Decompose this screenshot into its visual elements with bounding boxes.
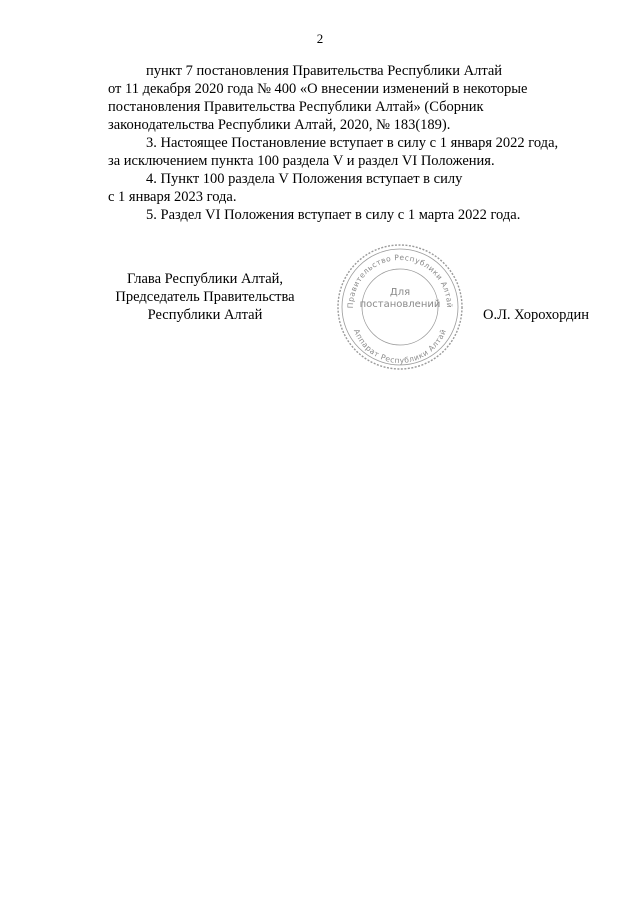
paragraph-4-line-2: с 1 января 2023 года.: [108, 189, 237, 205]
page-number: 2: [316, 31, 324, 46]
signatory-title: [95, 270, 315, 324]
signatory-name: О.Л. Хорохордин: [483, 307, 590, 323]
paragraph-4-line-1: 4. Пункт 100 раздела V Положения вступает в силу: [146, 171, 463, 187]
signatory-title-line-1: Глава Республики Алтай,: [126, 271, 284, 287]
paragraph-5-line-1: 5. Раздел VI Положения вступает в силу с 1 марта 2022 года.: [146, 207, 521, 223]
paragraph-1-line-2: от 11 декабря 2020 года № 400 «О внесении изменений в некоторые: [108, 81, 528, 97]
paragraph-1-line-1: пункт 7 постановления Правительства Республики Алтай: [146, 63, 503, 79]
stamp-center-line-1: Для: [389, 287, 411, 298]
official-stamp: [335, 242, 465, 372]
stamp-center-text: [335, 287, 465, 311]
document-body: [108, 62, 595, 224]
paragraph-3-line-2: за исключением пункта 100 раздела V и раздел VI Положения.: [108, 153, 495, 169]
stamp-ring-top-text: Правительство Республики Алтай: [345, 252, 455, 309]
stamp-center-line-2: постановлений: [359, 299, 441, 310]
paragraph-1-line-3: постановления Правительства Республики Алтай» (Сборник: [108, 99, 484, 115]
paragraph-3-line-1: 3. Настоящее Постановление вступает в силу с 1 января 2022 года,: [146, 135, 559, 151]
signatory-title-line-3: Республики Алтай: [147, 307, 263, 323]
svg-text:Аппарат Республики Алтай: [352, 328, 448, 365]
signatory-title-line-2: Председатель Правительства: [115, 289, 295, 305]
stamp-ring-bottom-text: Аппарат Республики Алтай: [351, 327, 449, 366]
paragraph-1-line-4: законодательства Республики Алтай, 2020, № 183(189).: [108, 117, 451, 133]
